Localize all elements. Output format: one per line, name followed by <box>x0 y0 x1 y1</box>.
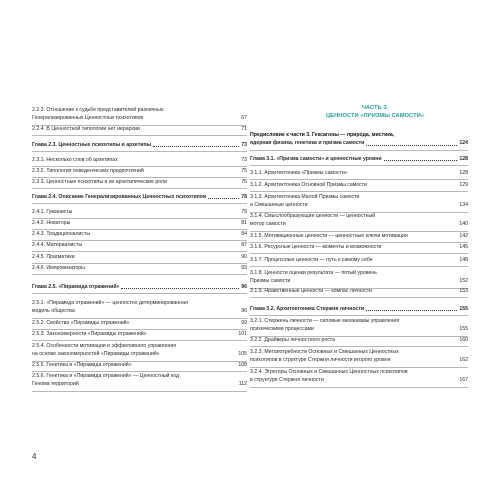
toc-page-number: 145 <box>459 244 468 250</box>
dot-leader <box>208 198 239 199</box>
dot-leader <box>121 288 239 289</box>
toc-entry-title: Глава 3.1. «Призма самости» и ценностные уровни <box>250 156 382 162</box>
toc-entry-title: в структуре Стержня личности <box>250 377 324 384</box>
toc-entry <box>250 256 468 264</box>
toc-separator <box>250 387 468 388</box>
toc-entry <box>250 243 468 251</box>
toc-entry-title: Призмы самости <box>250 278 291 285</box>
toc-separator <box>32 293 247 294</box>
toc-entry-title: 2.4.5. Прагматики <box>32 254 75 260</box>
toc-page-number: 134 <box>459 202 468 209</box>
toc-entry-title: 3.1.9. Нравственные ценности — компас личности <box>250 288 373 294</box>
toc-entry-title: и Смешанные ценности <box>250 202 308 209</box>
toc-separator <box>32 135 247 136</box>
toc-entry <box>32 106 247 123</box>
toc-page-number: 99 <box>241 320 247 326</box>
toc-entry <box>250 317 468 334</box>
dot-leader <box>384 160 458 161</box>
toc-page-number: 105 <box>238 351 247 358</box>
toc-page-number: 96 <box>241 308 247 315</box>
toc-page-number: 73 <box>241 142 247 148</box>
toc-page-number: 101 <box>238 331 247 337</box>
toc-page-number: 148 <box>459 257 468 263</box>
toc-entry <box>250 269 468 286</box>
toc-page-number: 79 <box>241 209 247 215</box>
toc-entry-title: модель общества <box>32 308 75 315</box>
toc-entry-title: Генерализированных Ценностных психотипов <box>32 115 144 122</box>
toc-entry-title: ядерная физика, генетика и призма самости <box>250 140 365 147</box>
toc-entry-title: 2.4.1. Гуманисты <box>32 209 73 215</box>
toc-page-number: 162 <box>459 357 468 364</box>
toc-entry-line: 3.2.3. Метапотребности Основных и Смешанных Ценностных <box>250 349 399 355</box>
dot-leader <box>366 145 457 146</box>
toc-entry <box>32 361 247 369</box>
toc-entry <box>32 178 247 186</box>
toc-entry-title: психотипов в структуре Стержня личности второго уровня <box>250 357 391 364</box>
toc-page-number: 71 <box>241 126 247 132</box>
toc-chapter-entry <box>32 141 247 149</box>
toc-page-number: 128 <box>459 156 468 162</box>
toc-entry <box>32 156 247 164</box>
toc-separator <box>250 297 468 298</box>
toc-entry-title: 2.5.5. Генетика и «Пирамида отражений» <box>32 362 132 368</box>
toc-entry <box>32 208 247 216</box>
toc-entry <box>250 348 468 365</box>
toc-page-number: 75 <box>241 179 247 185</box>
toc-entry <box>32 219 247 227</box>
toc-entry-title: мотор самости <box>250 221 286 228</box>
toc-entry-line: 2.2.3. Отношение к судьбе представителей различных <box>32 107 164 113</box>
toc-entry-title: 2.5.2. Свойства «Пирамиды отражений» <box>32 320 130 326</box>
toc-page-number: 124 <box>459 140 468 147</box>
toc-entry-title: Глава 2.5. «Пирамида отражений» <box>32 284 120 290</box>
toc-entry <box>250 287 468 295</box>
toc-entry <box>250 169 468 177</box>
toc-entry-title: 3.1.2. Архитектоника Основной Призмы самости <box>250 182 368 188</box>
toc-page-number: 152 <box>459 278 468 285</box>
toc-entry-line: 3.2.4. Эгрегоры Основных и Смешанных Ценностных психотипов <box>250 369 408 375</box>
toc-page-number: 93 <box>241 265 247 271</box>
toc-entry-title: 2.4.3. Традиционалисты <box>32 231 91 237</box>
toc-entry-title: 3.1.1. Архитектоника «Призмы самости» <box>250 170 348 176</box>
toc-entry-title: Генома территорий <box>32 381 79 388</box>
toc-entry <box>250 193 468 210</box>
toc-entry-title: 2.3.2. Типология поведенческих предпочтений <box>32 168 144 174</box>
toc-entry-title: 2.5.3. Закономерности «Пирамиды отражений» <box>32 331 147 337</box>
toc-entry-line: 3.1.8. Ценности оценки результата — пятый уровень <box>250 270 377 276</box>
toc-entry-title: 2.4.6. Импровизаторы <box>32 265 85 271</box>
toc-entry-line: 3.1.3. Архитектоника Малой Призмы самости <box>250 194 360 200</box>
toc-entry-title: 2.2.4. В Ценностной типологии нет иерархии <box>32 126 140 132</box>
toc-entry <box>250 368 468 385</box>
toc-separator <box>250 165 468 166</box>
toc-separator <box>32 188 247 189</box>
toc-page-number: 112 <box>238 381 247 388</box>
toc-page-number: 78 <box>241 194 247 200</box>
part-heading <box>282 104 468 120</box>
toc-entry-title: 2.4.2. Новаторы <box>32 220 71 226</box>
toc-page-number: 96 <box>241 284 247 290</box>
toc-entry-line: 3.1.4. Смыслообразующие ценности — ценностный <box>250 213 376 219</box>
toc-entry-title: 2.4.4. Материалисты <box>32 242 83 248</box>
toc-page-number: 155 <box>459 326 468 333</box>
toc-entry <box>250 212 468 229</box>
toc-entry-title: на основе закономерностей «Пирамиды отражений» <box>32 351 160 358</box>
toc-entry-line: 2.5.6. Генетика и «Пирамида отражений» — Ценностный код <box>32 373 180 379</box>
toc-page-number: 142 <box>459 233 468 239</box>
toc-entry <box>32 125 247 133</box>
toc-page-number: 153 <box>459 288 468 294</box>
toc-separator <box>250 253 468 254</box>
toc-chapter-entry <box>250 155 468 163</box>
toc-entry-title: психическими процессами <box>250 326 314 333</box>
toc-chapter-entry <box>32 283 247 291</box>
toc-entry <box>32 264 247 272</box>
toc-entry <box>32 319 247 327</box>
toc-entry <box>32 372 247 389</box>
toc-page-number: 75 <box>241 168 247 174</box>
toc-page-number: 90 <box>241 254 247 260</box>
toc-page-number: 155 <box>459 306 468 312</box>
toc-entry-title: 2.3.1. Несколько слов об архетипах <box>32 157 118 163</box>
toc-chapter-entry <box>250 131 468 148</box>
toc-entry <box>32 230 247 238</box>
toc-entry <box>32 167 247 175</box>
toc-separator <box>32 274 247 275</box>
toc-page-number: 108 <box>238 362 247 368</box>
toc-page-number: 87 <box>241 242 247 248</box>
toc-entry-title: Глава 2.3. Ценностные психотипы и архетипы <box>32 142 152 148</box>
toc-entry-line: 2.5.1. «Пирамида отражений» — ценностно детерминированная <box>32 300 188 306</box>
toc-separator <box>250 150 468 151</box>
dot-leader <box>366 310 457 311</box>
toc-separator <box>250 266 468 267</box>
toc-entry <box>32 299 247 316</box>
toc-entry <box>32 253 247 261</box>
toc-entry-line: 3.2.1. Стержень личности — силовые механизмы управления <box>250 318 400 324</box>
toc-separator <box>32 391 247 392</box>
toc-chapter-entry <box>250 305 468 313</box>
toc-entry-title: 3.1.7. Процессные ценности — путь к самому себе <box>250 257 373 263</box>
toc-page-number: 128 <box>459 170 468 176</box>
toc-chapter-entry <box>32 193 247 201</box>
toc-entry-title: 3.1.6. Ресурсные ценности — моменты и возможности <box>250 244 382 250</box>
dot-leader <box>153 146 239 147</box>
toc-entry-line: Предисловие к части 3. Гексагоны — природа, мистика, <box>250 132 395 138</box>
toc-page-number: 160 <box>459 337 468 343</box>
part-title: ЦЕННОСТИ «ПРИЗМЫ САМОСТИ» <box>325 113 425 119</box>
part-number: ЧАСТЬ 3. <box>361 105 389 111</box>
toc-entry <box>32 330 247 338</box>
toc-page-number: 73 <box>241 157 247 163</box>
page-number: 4 <box>32 452 37 461</box>
toc-entry-title: Глава 2.4. Описание Генерализированных Ценностных психотипов <box>32 194 207 200</box>
toc-entry <box>32 342 247 359</box>
toc-entry-title: 2.3.3. Ценностные психотипы и их архетипические роли <box>32 179 167 185</box>
toc-entry <box>32 241 247 249</box>
toc-page-number: 84 <box>241 231 247 237</box>
toc-entry-line: 2.5.4. Особенности мотивации и эффективного управления <box>32 343 177 349</box>
toc-page-number: 140 <box>459 221 468 228</box>
toc-separator <box>32 203 247 204</box>
toc-entry <box>250 336 468 344</box>
toc-page-number: 81 <box>241 220 247 226</box>
toc-entry <box>250 181 468 189</box>
toc-entry <box>250 232 468 240</box>
toc-separator <box>32 151 247 152</box>
toc-page-number: 129 <box>459 182 468 188</box>
toc-page-number: 67 <box>241 115 247 122</box>
toc-page-number: 167 <box>459 377 468 384</box>
toc-entry-title: Глава 3.2. Архитектоника Стержня личности <box>250 306 365 312</box>
toc-entry-title: 3.1.5. Мотивационные ценности — ценностные ключи мотивации <box>250 233 408 239</box>
toc-entry-title: 3.2.2. Драйверы личностного роста <box>250 337 336 343</box>
